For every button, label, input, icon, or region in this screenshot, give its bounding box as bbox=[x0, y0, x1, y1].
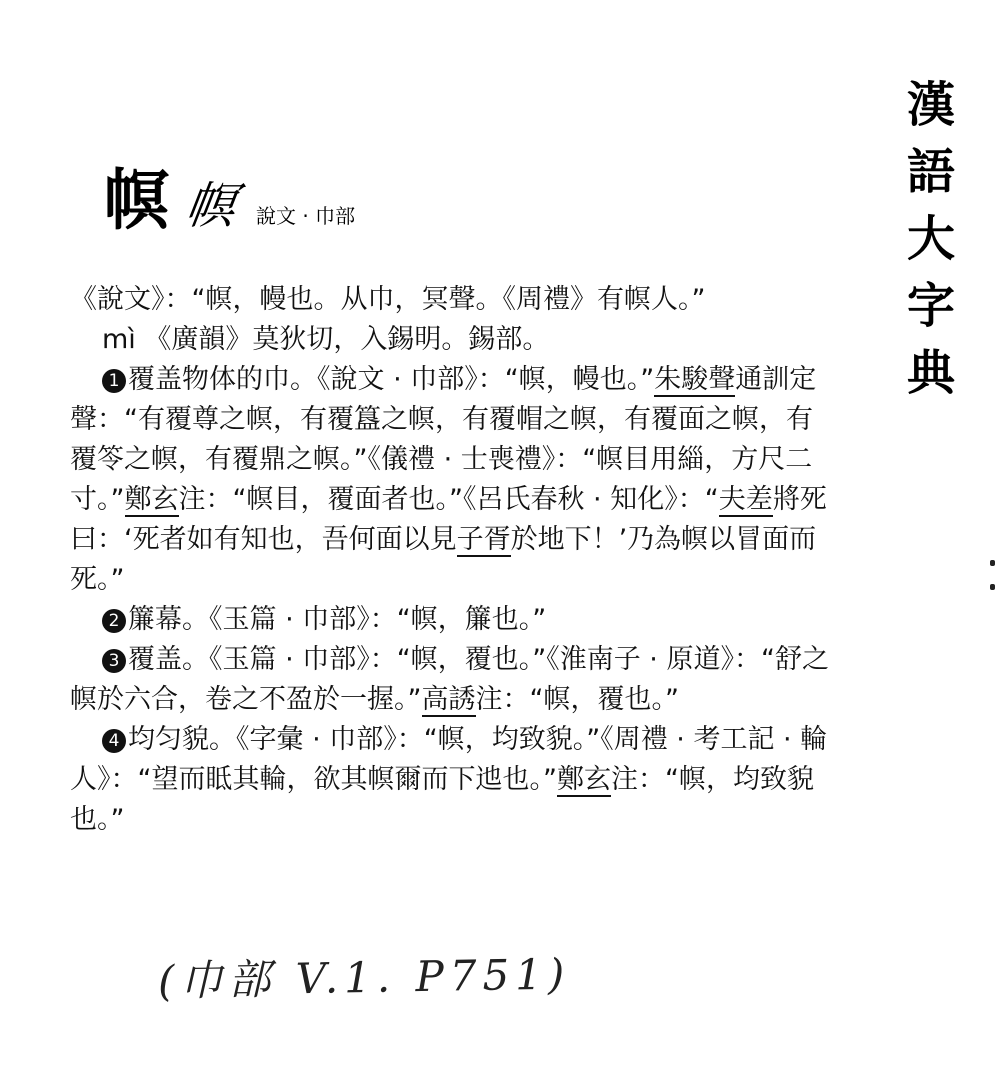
book-title-char: 典 bbox=[906, 345, 955, 401]
entry-body bbox=[70, 280, 838, 840]
book-title-char: 大 bbox=[906, 211, 955, 267]
pinyin: mì bbox=[102, 324, 136, 355]
sense-text: 通訓定聲：“有覆尊之幎，有覆簋之幎，有覆帽之幎，有覆面之幎，有覆笭之幎，有覆鼎之幎。”《儀禮 · 士喪禮》：“幎目用緇，方尺二寸。” bbox=[70, 364, 817, 515]
book-title-char: 字 bbox=[906, 278, 955, 334]
proper-name: 鄭玄 bbox=[124, 484, 179, 515]
sense-text: 簾幕。《玉篇 · 巾部》：“幎，簾也。” bbox=[128, 604, 547, 635]
sense-text: 注：“幎目，覆面者也。”《呂氏春秋 · 知化》：“ bbox=[178, 484, 719, 515]
sense-number-badge: 1 bbox=[102, 369, 126, 393]
sense-list bbox=[70, 360, 838, 840]
proper-name: 高誘 bbox=[421, 684, 476, 715]
shuowen-quote: 《說文》：“幎，幔也。从巾，冥聲。《周禮》有幎人。” bbox=[70, 284, 706, 315]
sense-number-badge: 3 bbox=[102, 649, 126, 673]
sense-2 bbox=[70, 600, 838, 640]
sense-1 bbox=[70, 360, 838, 600]
sense-text: 於地下！’乃為幎以冒面而死。” bbox=[70, 524, 817, 595]
proper-name: 子胥 bbox=[456, 524, 511, 555]
book-title-char: 語 bbox=[906, 144, 955, 200]
pronunciation-line bbox=[70, 320, 838, 360]
margin-marks bbox=[990, 560, 996, 608]
fanqie-reading: 《廣韻》莫狄切，入錫明。錫部。 bbox=[144, 324, 550, 355]
proper-name: 夫差 bbox=[718, 484, 773, 515]
radical-source-tag: 說文 · 巾部 bbox=[256, 204, 356, 228]
sense-number-badge: 2 bbox=[102, 609, 126, 633]
sense-text: 注：“幎，覆也。” bbox=[475, 684, 679, 715]
headword-character: 幎 bbox=[104, 161, 170, 239]
sense-text: 將死曰：‘死者如有知也，吾何面以見 bbox=[70, 484, 827, 555]
proper-name: 朱駿聲 bbox=[654, 364, 736, 395]
proper-name: 鄭玄 bbox=[556, 764, 611, 795]
sense-text: 覆盖物体的巾。《說文 · 巾部》：“幎，幔也。” bbox=[128, 364, 655, 395]
book-title-vertical bbox=[896, 72, 966, 407]
sense-4 bbox=[70, 720, 838, 840]
sense-text: 覆盖。《玉篇 · 巾部》：“幎，覆也。”《淮南子 · 原道》：“舒之幎於六合，卷之不盈於一握。” bbox=[70, 644, 829, 715]
sense-text: 注：“幎，均致貌也。” bbox=[70, 764, 814, 835]
sense-text: 均匀貌。《字彙 · 巾部》：“幎，均致貌。”《周禮 · 考工記 · 輪人》：“望而眡其輪，欲其幎爾而下迆也。” bbox=[70, 724, 828, 795]
seal-script-form: 幎 bbox=[181, 177, 241, 235]
handwritten-note: (巾部 V.1. P751) bbox=[157, 949, 571, 1006]
sense-3 bbox=[70, 640, 838, 720]
book-title-char: 漢 bbox=[906, 77, 955, 133]
sense-number-badge: 4 bbox=[102, 729, 126, 753]
